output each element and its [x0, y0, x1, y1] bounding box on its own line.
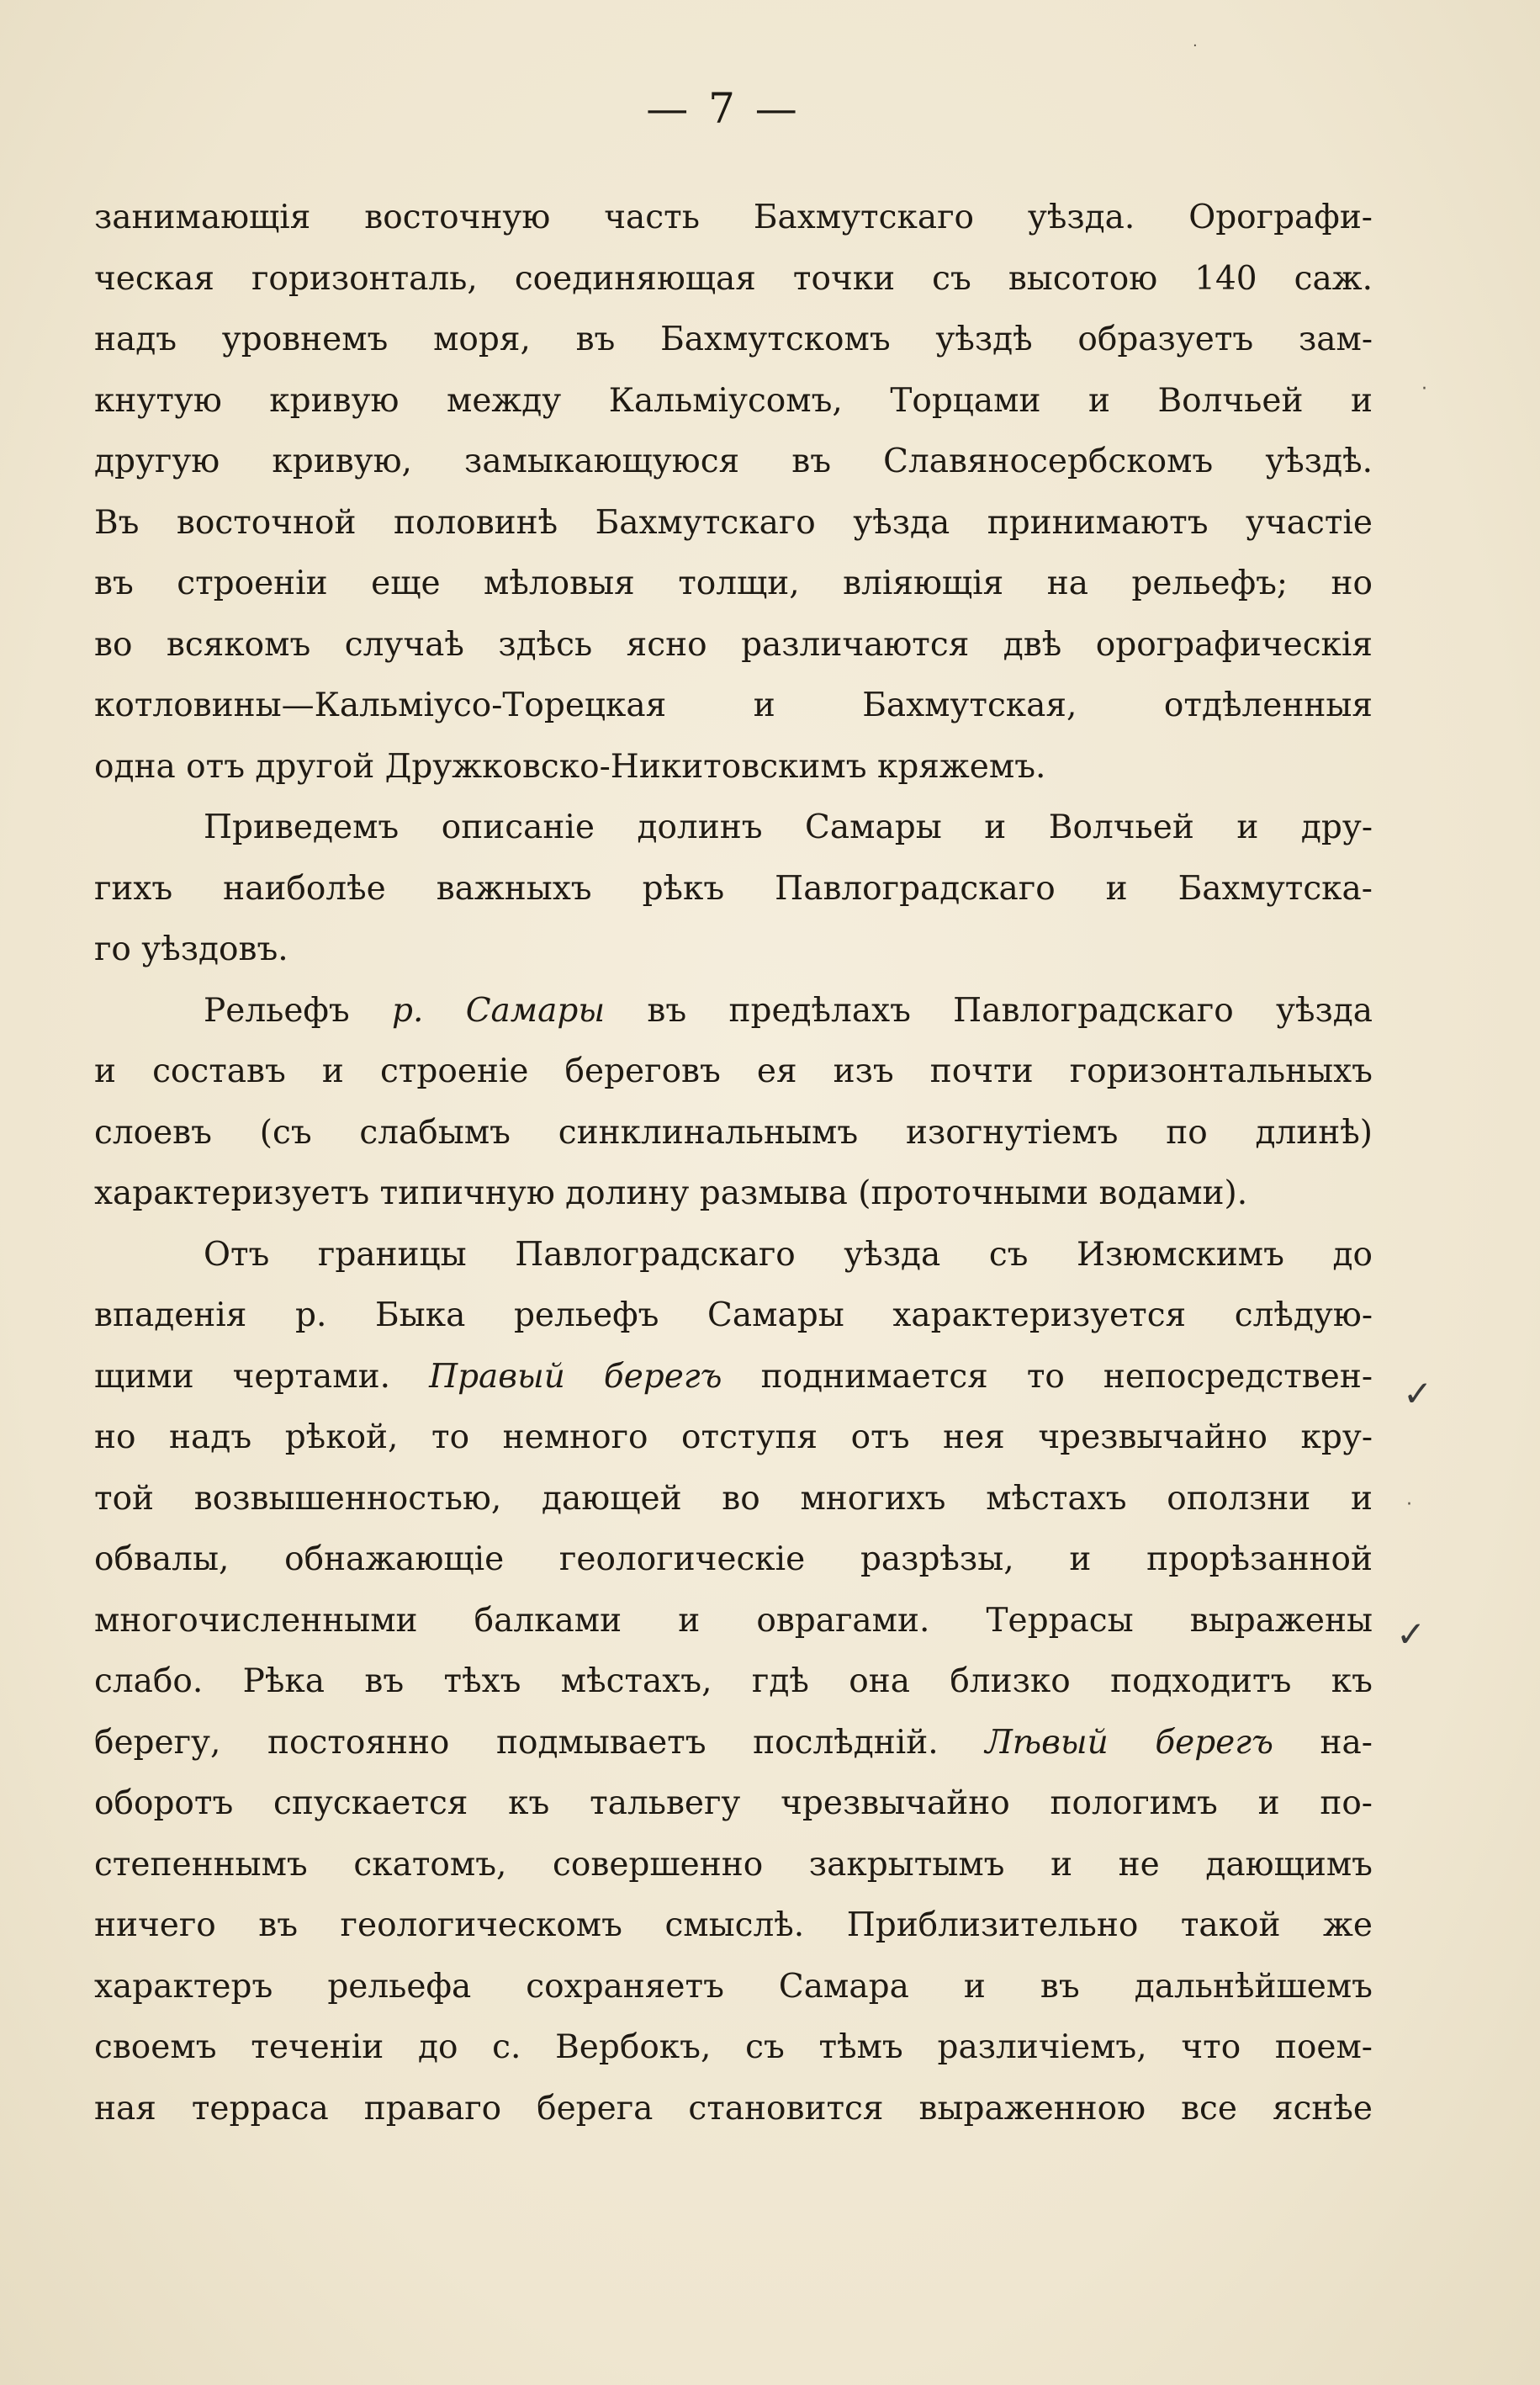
text-segment: надъ уровнемъ моря, въ Бахмутскомъ уѣздѣ образуетъ зам- — [94, 321, 1373, 358]
text-line — [94, 249, 1373, 310]
text-segment: характеризуетъ типичную долину размыва (проточными водами). — [94, 1174, 1248, 1212]
text-segment: своемъ теченіи до с. Вербокъ, съ тѣмъ различіемъ, что поем- — [94, 2028, 1373, 2066]
text-line — [94, 1713, 1373, 1774]
text-line — [94, 920, 1373, 981]
paper-speck-decoration: · — [1193, 37, 1198, 55]
text-line — [94, 310, 1373, 371]
text-segment: котловины—Кальміусо-Торецкая и Бахмутская, отдѣленныя — [94, 686, 1373, 724]
text-segment: другую кривую, замыкающуюся въ Славяносербскомъ уѣздѣ. — [94, 443, 1373, 480]
italic-term: Правый берегъ — [429, 1357, 722, 1396]
text-segment: одна отъ другой Дружковско-Никитовскимъ кряжемъ. — [94, 747, 1046, 786]
text-segment: многочисленными балками и оврагами. Террасы выражены — [94, 1601, 1373, 1640]
text-line — [94, 1285, 1373, 1347]
text-segment: на- — [1273, 1723, 1373, 1762]
text-segment: характеръ рельефа сохраняетъ Самара и въ дальнѣйшемъ — [94, 1967, 1373, 2006]
text-line — [94, 1591, 1373, 1652]
text-segment: впаденія р. Быка рельефъ Самары характеризуется слѣдую- — [94, 1296, 1373, 1334]
text-line — [94, 615, 1373, 676]
text-segment: поднимается то непосредствен- — [722, 1357, 1373, 1396]
paper-speck-decoration: · — [1421, 379, 1427, 400]
paper-speck-decoration: · — [1406, 1494, 1412, 1515]
text-line — [94, 1041, 1373, 1103]
page-number: — 7 — — [646, 84, 801, 133]
text-segment: щими чертами. — [94, 1357, 430, 1396]
text-line — [94, 859, 1373, 920]
text-line — [94, 1651, 1373, 1713]
text-line — [94, 1957, 1373, 2018]
text-segment: обвалы, обнажающіе геологическіе разрѣзы, и прорѣзанной — [94, 1540, 1373, 1578]
text-line — [94, 188, 1373, 249]
text-line — [94, 1225, 1373, 1286]
text-segment: степеннымъ скатомъ, совершенно закрытымъ и не дающимъ — [94, 1845, 1373, 1884]
text-line — [94, 676, 1373, 737]
text-segment: го уѣздовъ. — [94, 930, 288, 968]
text-segment: Въ восточной половинѣ Бахмутскаго уѣзда принимаютъ участіе — [94, 503, 1373, 542]
text-segment: оборотъ спускается къ тальвегу чрезвычайно пологимъ и по- — [94, 1784, 1373, 1822]
text-segment: берегу, постоянно подмываетъ послѣдній. — [94, 1723, 986, 1762]
text-segment: слоевъ (съ слабымъ синклинальнымъ изогнутіемъ по длинѣ) — [94, 1113, 1373, 1152]
text-line — [94, 371, 1373, 432]
text-segment: занимающія восточную часть Бахмутскаго уѣзда. Орографи- — [94, 199, 1373, 236]
text-line — [94, 432, 1373, 493]
text-line — [94, 493, 1373, 554]
text-line — [94, 1529, 1373, 1591]
margin-check-icon: ✓ — [1396, 1614, 1426, 1655]
text-line — [94, 554, 1373, 615]
text-line — [94, 981, 1373, 1042]
text-line — [94, 737, 1373, 798]
body-text — [94, 188, 1373, 2139]
text-segment: но надъ рѣкой, то немного отступя отъ нея чрезвычайно кру- — [94, 1418, 1373, 1456]
text-line — [94, 798, 1373, 859]
text-line — [94, 2017, 1373, 2079]
text-segment: Приведемъ описаніе долинъ Самары и Волчьей и дру- — [204, 808, 1373, 846]
text-segment: гихъ наиболѣе важныхъ рѣкъ Павлоградскаго и Бахмутска- — [94, 869, 1373, 908]
text-segment: слабо. Рѣка въ тѣхъ мѣстахъ, гдѣ она близко подходитъ къ — [94, 1662, 1373, 1700]
text-segment: Отъ границы Павлоградскаго уѣзда съ Изюмскимъ до — [204, 1235, 1373, 1274]
text-line — [94, 1347, 1373, 1408]
margin-check-icon: ✓ — [1403, 1373, 1433, 1414]
text-segment: и составъ и строеніе береговъ ея изъ почти горизонтальныхъ — [94, 1052, 1373, 1090]
text-segment: въ строеніи еще мѣловыя толщи, вліяющія на рельефъ; но — [94, 564, 1373, 602]
text-segment: кнутую кривую между Кальміусомъ, Торцами и Волчьей и — [94, 381, 1373, 420]
text-line — [94, 1407, 1373, 1469]
text-line — [94, 2079, 1373, 2140]
text-line — [94, 1895, 1373, 1957]
text-segment: во всякомъ случаѣ здѣсь ясно различаются двѣ орографическія — [94, 625, 1373, 664]
text-segment: ная терраса праваго берега становится выраженною все яснѣе — [94, 2089, 1373, 2128]
text-segment: ничего въ геологическомъ смыслѣ. Приблизительно такой же — [94, 1906, 1373, 1944]
text-segment: въ предѣлахъ Павлоградскаго уѣзда — [605, 991, 1373, 1030]
text-line — [94, 1835, 1373, 1896]
text-line — [94, 1163, 1373, 1225]
italic-term: р. Самары — [392, 991, 606, 1030]
italic-term: Лѣвый берегъ — [985, 1723, 1273, 1762]
text-segment: Рельефъ — [204, 991, 393, 1030]
text-line — [94, 1103, 1373, 1164]
text-segment: ческая горизонталь, соединяющая точки съ высотою 140 саж. — [94, 259, 1373, 298]
text-line — [94, 1469, 1373, 1530]
text-line — [94, 1773, 1373, 1835]
text-segment: той возвышенностью, дающей во многихъ мѣстахъ оползни и — [94, 1479, 1373, 1518]
